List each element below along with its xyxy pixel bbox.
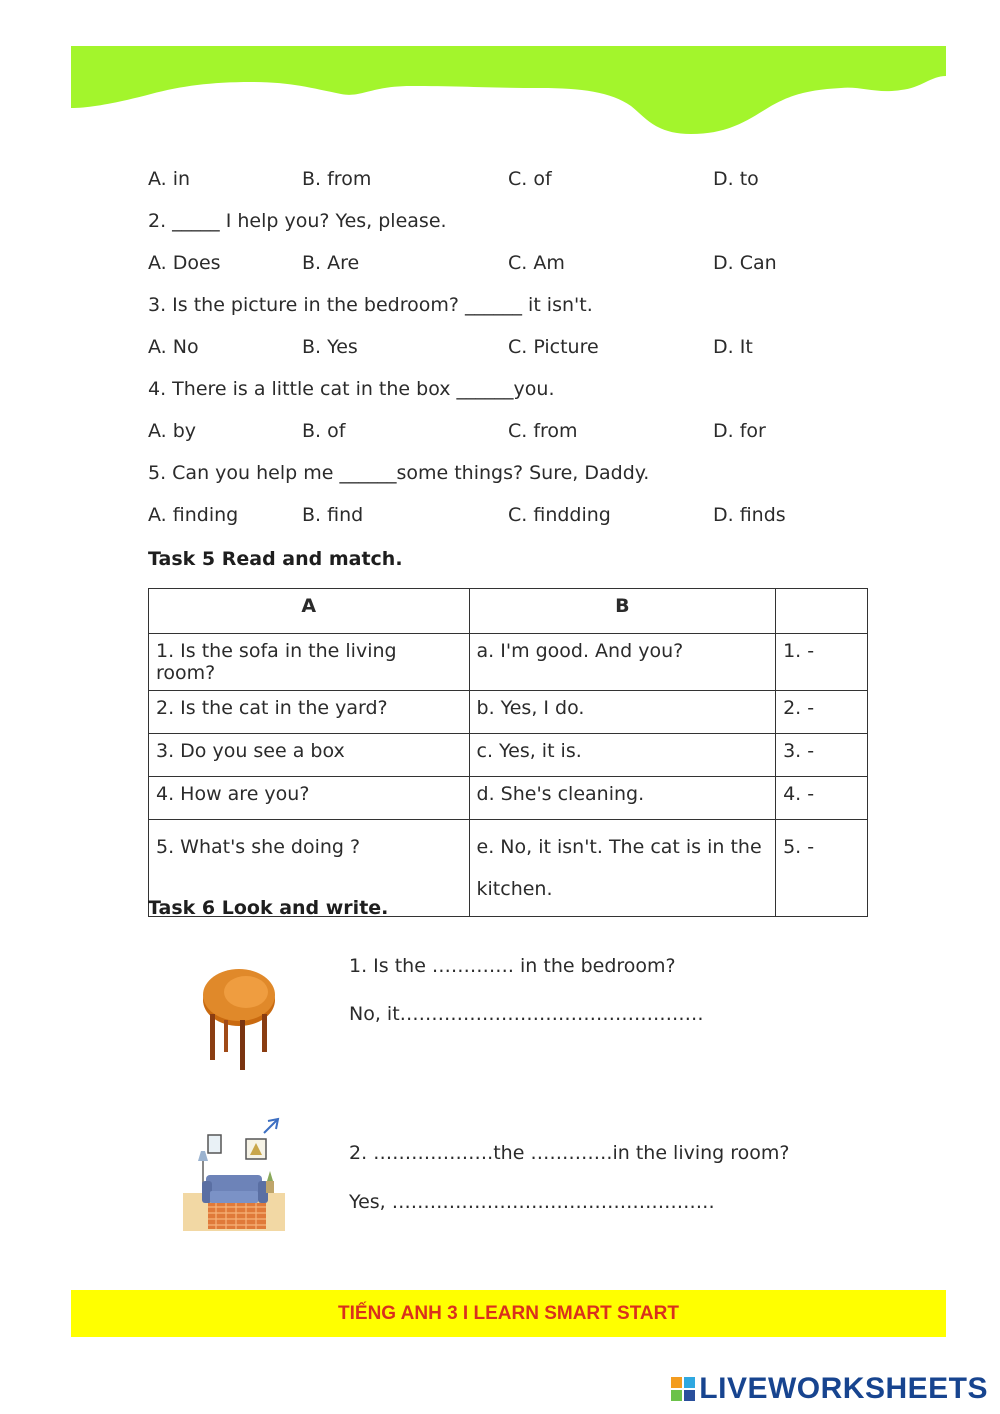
q5-option-d: D. finds	[713, 504, 786, 526]
table-row	[149, 734, 868, 777]
round-table-picture	[196, 962, 282, 1074]
q1-option-b: B. from	[302, 168, 372, 190]
table-row	[149, 634, 868, 691]
column-answer-header	[776, 589, 868, 634]
task6-item1-question: 1. Is the …………. in the bedroom?	[349, 955, 676, 977]
q3-option-a: A. No	[148, 336, 199, 358]
footer-banner	[71, 1290, 946, 1337]
footer-text: TIẾNG ANH 3 I LEARN SMART START	[338, 1302, 679, 1324]
q5-option-b: B. find	[302, 504, 364, 526]
answer-cell[interactable]: 5. -	[776, 820, 868, 917]
q2-option-d: D. Can	[713, 252, 777, 274]
cell-a: 2. Is the cat in the yard?	[149, 691, 470, 734]
cell-b: b. Yes, I do.	[469, 691, 776, 734]
answer-cell[interactable]: 1. -	[776, 634, 868, 691]
q1-option-a: A. in	[148, 168, 191, 190]
cell-a: 3. Do you see a box	[149, 734, 470, 777]
question-5: 5. Can you help me ______some things? Sure, Daddy.	[148, 462, 650, 484]
answer-cell[interactable]: 4. -	[776, 777, 868, 820]
living-room-picture	[180, 1115, 288, 1233]
q1-option-c: C. of	[508, 168, 552, 190]
q2-option-a: A. Does	[148, 252, 221, 274]
cell-b: a. I'm good. And you?	[469, 634, 776, 691]
q3-option-c: C. Picture	[508, 336, 599, 358]
q2-option-b: B. Are	[302, 252, 360, 274]
cell-a: 4. How are you?	[149, 777, 470, 820]
table-row	[149, 691, 868, 734]
q5-option-a: A. finding	[148, 504, 239, 526]
column-a-header: A	[149, 589, 470, 634]
q4-option-a: A. by	[148, 420, 197, 442]
column-b-header: B	[469, 589, 776, 634]
table-row	[149, 777, 868, 820]
task6-item1-answer[interactable]: No, it…………………………………………	[349, 1003, 704, 1025]
question-2: 2. _____ I help you? Yes, please.	[148, 210, 447, 232]
cell-b: c. Yes, it is.	[469, 734, 776, 777]
q3-option-b: B. Yes	[302, 336, 358, 358]
cell-b: d. She's cleaning.	[469, 777, 776, 820]
header-green-band	[71, 46, 946, 138]
q4-option-b: B. of	[302, 420, 346, 442]
task5-title: Task 5 Read and match.	[148, 548, 403, 570]
question-3: 3. Is the picture in the bedroom? ______ it isn't.	[148, 294, 593, 316]
task6-item2-question: 2. ……………….the ………….in the living room?	[349, 1142, 790, 1164]
q4-option-d: D. for	[713, 420, 766, 442]
question-4: 4. There is a little cat in the box ______you.	[148, 378, 555, 400]
q5-option-c: C. findding	[508, 504, 611, 526]
brand-logo	[671, 1372, 988, 1406]
answer-cell[interactable]: 2. -	[776, 691, 868, 734]
brand-name: LIVEWORKSHEETS	[699, 1372, 988, 1405]
q2-option-c: C. Am	[508, 252, 565, 274]
q4-option-c: C. from	[508, 420, 578, 442]
liveworksheets-icon	[671, 1377, 695, 1401]
answer-cell[interactable]: 3. -	[776, 734, 868, 777]
q3-option-d: D. It	[713, 336, 753, 358]
cell-a: 5. What's she doing ?	[149, 820, 470, 917]
table-header-row	[149, 589, 868, 634]
cell-b: e. No, it isn't. The cat is in the kitchen.	[469, 820, 776, 917]
task6-item2-answer[interactable]: Yes, ……………………………………………	[349, 1191, 715, 1213]
task6-title: Task 6 Look and write.	[148, 897, 389, 919]
match-table	[148, 588, 868, 917]
q1-option-d: D. to	[713, 168, 759, 190]
cell-a: 1. Is the sofa in the living room?	[149, 634, 470, 691]
